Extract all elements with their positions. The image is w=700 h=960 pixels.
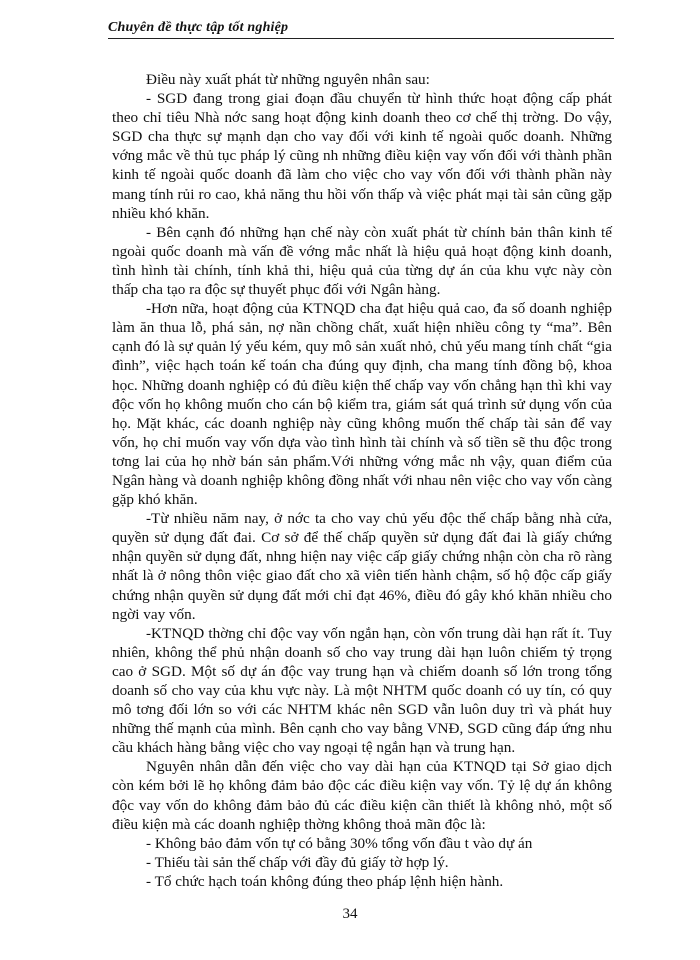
list-item-condition-3: - Tổ chức hạch toán không đúng theo pháp lệnh hiện hành.: [146, 872, 504, 890]
document-body: [112, 70, 612, 891]
paragraph-reason-2: - Bên cạnh đó những hạn chế này còn xuất phát từ chính bản thân kinh tế ngoài quốc doanh mà vấn đề vớng mắc nhất là hiệu quả hoạt động kinh doanh, tình hình tài chính, tính khả thi, hiệu quả của từng dự án của khu vực này còn thấp cha tạo ra độc sự thuyết phục đối với Ngân hàng.: [112, 223, 612, 299]
page-number: 34: [342, 906, 358, 922]
paragraph-intro: Điều này xuất phát từ những nguyên nhân sau:: [146, 71, 430, 88]
list-item-condition-2: - Thiếu tài sản thế chấp với đầy đủ giấy tờ hợp lý.: [146, 853, 449, 871]
list-item-condition-1: - Không bảo đảm vốn tự có bằng 30% tổng vốn đầu t vào dự án: [146, 834, 533, 852]
page-header: [108, 18, 614, 39]
paragraph-reason-1: - SGD đang trong giai đoạn đầu chuyển từ hình thức hoạt động cấp phát theo chỉ tiêu Nhà nớc sang hoạt động kinh doanh theo cơ chế thị trờng. Do vậy, SGD cha thực sự mạnh dạn cho vay đối với kinh tế ngoài quốc doanh. Những vớng mắc về thủ tục pháp lý cũng nh những điều kiện vay vốn đối với thành phần kinh tế ngoài quốc doanh đã làm cho việc cho vay vốn đối với thành phần này mang tính rủi ro cao, khả năng thu hồi vốn thấp và việc phát mại tài sản cũng gặp nhiều khó khăn.: [112, 90, 612, 222]
paragraph-causes: Nguyên nhân dẫn đến việc cho vay dài hạn của KTNQD tại Sở giao dịch còn kém bởi lẽ họ không đảm bảo độc các điều kiện vay vốn. Tỷ lệ dự án không độc vay vốn do không đảm bảo đủ các điều kiện cần thiết là không nhỏ, một số điều kiện mà các doanh nghiệp thờng không thoả mãn độc là:: [112, 758, 612, 833]
paragraph-reason-3: -Hơn nữa, hoạt động của KTNQD cha đạt hiệu quả cao, đa số doanh nghiệp làm ăn thua lỗ, phá sản, nợ nần chồng chất, xuất hiện nhiều công ty “ma”. Bên cạnh đó là sự quản lý yếu kém, quy mô sản xuất nhỏ, chủ yếu mang tính chất “gia đình”, việc hạch toán kế toán cha đúng quy định, cha mang tính đồng bộ, khoa học. Những doanh nghiệp có đủ điều kiện thế chấp vay vốn chẳng hạn thì khi vay độc vốn họ không muốn cho cán bộ kiểm tra, giám sát quá trình sử dụng vốn của họ. Mặt khác, các doanh nghiệp này cũng không muốn thế chấp tài sản để vay vốn, họ chỉ muốn vay vốn dựa vào tình hình tài chính và số tiền sẽ thu độc trong tơng lai của họ nhờ bán sản phẩm.Với những vớng mắc nh vậy, quan điểm của Ngân hàng và doanh nghiệp không đồng nhất với nhau nên việc cho vay vốn càng gặp khó khăn.: [112, 300, 612, 509]
paragraph-reason-4: -Từ nhiều năm nay, ở nớc ta cho vay chủ yếu độc thế chấp bằng nhà cửa, quyền sử dụng đất đai. Cơ sở để thế chấp quyền sử dụng đất đai là giấy chứng nhận quyền sử dụng đất, nhng hiện nay việc cấp giấy chứng nhận còn cha rõ ràng nhất là ở nông thôn việc giao đất cho xã viên tiến hành chậm, số hộ độc cấp giấy chứng nhận quyền sử dụng đất mới chỉ đạt 46%, điều đó gây khó khăn nhiều cho ngời vay vốn.: [112, 510, 612, 623]
header-title: Chuyên đề thực tập tốt nghiệp: [108, 20, 289, 35]
paragraph-reason-5: -KTNQD thờng chỉ độc vay vốn ngắn hạn, còn vốn trung dài hạn rất ít. Tuy nhiên, không thể phủ nhận doanh số cho vay trung dài hạn luôn chiếm tỷ trọng cao ở SGD. Một số dự án độc vay trung hạn và chiếm doanh số lớn trong tổng doanh số cho vay của khu vực này. Là một NHTM quốc doanh có uy tín, có quy mô tơng đối lớn so với các NHTM khác nên SGD vẫn luôn duy trì và phát huy những thế mạnh của mình. Bên cạnh cho vay bằng VNĐ, SGD cũng đáp ứng nhu cầu khách hàng bằng việc cho vay ngoại tệ ngắn hạn và trung hạn.: [112, 624, 612, 757]
